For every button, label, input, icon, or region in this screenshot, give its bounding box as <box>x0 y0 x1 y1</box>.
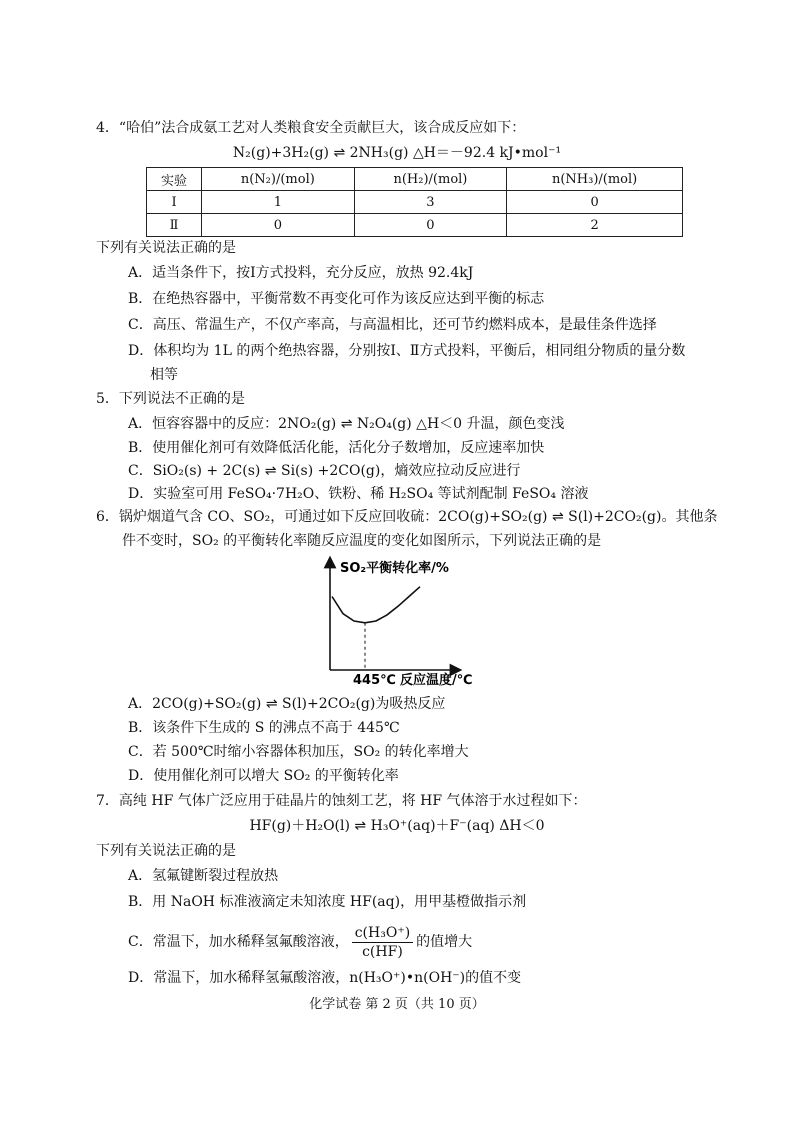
q5-option-a[interactable] <box>128 414 565 434</box>
q7-option-a[interactable]: A．氢氟键断裂过程放热 <box>128 868 279 884</box>
q7-option-b[interactable]: B．用 NaOH 标准液滴定未知浓度 HF(aq)，用甲基橙做指示剂 <box>128 894 527 910</box>
q5-c-pre: C．SiO₂(s) + 2C(s) <box>128 463 261 479</box>
q6-stem-post: S(l)+2CO₂(g)。其他条 <box>568 509 718 525</box>
table-cell: 0 <box>202 214 355 237</box>
q6-option-b[interactable]: B．该条件下生成的 S 的沸点不高于 445℃ <box>128 720 400 736</box>
q7-c-pre: C．常温下，加水稀释氢氟酸溶液， <box>128 934 349 950</box>
q6-a-post: S(l)+2CO₂(g)为吸热反应 <box>282 696 446 712</box>
table-header-cell: n(H₂)/(mol) <box>354 168 507 191</box>
equilibrium-arrow-icon: ⇌ <box>354 818 367 834</box>
min-point-label: 445℃ <box>353 673 396 688</box>
fraction-denominator: c(HF) <box>362 943 403 960</box>
q4-data-table <box>146 167 683 237</box>
q5-option-b[interactable]: B．使用催化剂可有效降低活化能，活化分子数增加，反应速率加快 <box>128 440 545 456</box>
equilibrium-arrow-icon: ⇌ <box>551 509 564 525</box>
table-row <box>147 191 683 214</box>
q7-eq-left: HF(g)＋H₂O(l) <box>249 818 350 834</box>
q4-eq-left: N₂(g)+3H₂(g) <box>232 145 329 161</box>
table-cell: Ⅱ <box>147 214 202 237</box>
table-cell: Ⅰ <box>147 191 202 214</box>
q6-stem-line1 <box>96 507 717 527</box>
q4-option-a[interactable]: A．适当条件下，按Ⅰ方式投料，充分反应，放热 92.4kJ <box>128 265 474 281</box>
conversion-curve <box>332 587 420 623</box>
table-cell: 1 <box>202 191 355 214</box>
table-header-cell: n(NH₃)/(mol) <box>507 168 683 191</box>
q6-a-pre: A．2CO(g)+SO₂(g) <box>128 696 262 712</box>
q7-equation <box>0 816 794 836</box>
q6-stem-pre: 6．锅炉烟道气含 CO、SO₂，可通过如下反应回收硫：2CO(g)+SO₂(g) <box>96 509 548 525</box>
q4-equation <box>0 143 794 163</box>
table-header-cell: 实验 <box>147 168 202 191</box>
q6-option-a[interactable] <box>128 694 445 714</box>
table-header-row <box>147 168 683 191</box>
equilibrium-arrow-icon: ⇌ <box>264 463 277 479</box>
q5-option-d[interactable]: D．实验室可用 FeSO₄·7H₂O、铁粉、稀 H₂SO₄ 等试剂配制 FeSO₄ 溶液 <box>128 486 589 502</box>
fraction <box>352 924 413 961</box>
equilibrium-arrow-icon: ⇌ <box>265 696 278 712</box>
q7-option-c[interactable] <box>128 922 472 962</box>
q4-option-d-cont: 相等 <box>150 367 178 383</box>
fraction-numerator: c(H₃O⁺) <box>352 924 413 943</box>
equilibrium-arrow-icon: ⇌ <box>340 416 353 432</box>
y-axis-label: SO₂平衡转化率/% <box>340 561 449 576</box>
q6-stem-line2: 件不变时，SO₂ 的平衡转化率随反应温度的变化如图所示，下列说法正确的是 <box>122 533 602 549</box>
page-footer: 化学试卷 第 2 页（共 10 页） <box>309 997 485 1012</box>
q4-option-d[interactable]: D．体积均为 1L 的两个绝热容器，分别按Ⅰ、Ⅱ方式投料，平衡后，相同组分物质的量分数 <box>128 343 686 359</box>
q7-c-post: 的值增大 <box>416 934 473 950</box>
x-axis-label: 反应温度/℃ <box>400 673 473 688</box>
q7-eq-right: H₃O⁺(aq)＋F⁻(aq) ΔH＜0 <box>370 818 545 834</box>
table-cell: 0 <box>507 191 683 214</box>
q6-option-c[interactable]: C．若 500℃时缩小容器体积加压，SO₂ 的转化率增大 <box>128 744 469 760</box>
equilibrium-arrow-icon: ⇌ <box>333 145 346 161</box>
q5-a-post: N₂O₄(g) △H＜0 升温，颜色变浅 <box>356 416 565 432</box>
q5-stem: 5．下列说法不正确的是 <box>96 391 245 407</box>
q7-prompt: 下列有关说法正确的是 <box>96 843 236 859</box>
q5-a-pre: A．恒容容器中的反应：2NO₂(g) <box>128 416 337 432</box>
table-cell: 2 <box>507 214 683 237</box>
q7-stem: 7．高纯 HF 气体广泛应用于硅晶片的蚀刻工艺，将 HF 气体溶于水过程如下： <box>96 793 587 809</box>
q4-option-b[interactable]: B．在绝热容器中，平衡常数不再变化可作为该反应达到平衡的标志 <box>128 291 545 307</box>
table-header-cell: n(N₂)/(mol) <box>202 168 355 191</box>
q4-prompt: 下列有关说法正确的是 <box>96 240 236 256</box>
q4-eq-right: 2NH₃(g) △H＝－92.4 kJ•mol⁻¹ <box>349 145 562 161</box>
q6-option-d[interactable]: D．使用催化剂可以增大 SO₂ 的平衡转化率 <box>128 768 399 784</box>
q4-stem: 4．“哈伯”法合成氨工艺对人类粮食安全贡献巨大，该合成反应如下： <box>96 120 526 136</box>
table-row <box>147 214 683 237</box>
q6-chart <box>0 552 794 692</box>
q5-c-post: Si(s) +2CO(g)，熵效应拉动反应进行 <box>280 463 521 479</box>
table-cell: 0 <box>354 214 507 237</box>
table-cell: 3 <box>354 191 507 214</box>
q4-option-c[interactable]: C．高压、常温生产，不仅产率高，与高温相比，还可节约燃料成本，是最佳条件选择 <box>128 317 657 333</box>
q5-option-c[interactable] <box>128 461 520 481</box>
q7-option-d[interactable]: D．常温下，加水稀释氢氟酸溶液，n(H₃O⁺)•n(OH⁻)的值不变 <box>128 970 522 986</box>
